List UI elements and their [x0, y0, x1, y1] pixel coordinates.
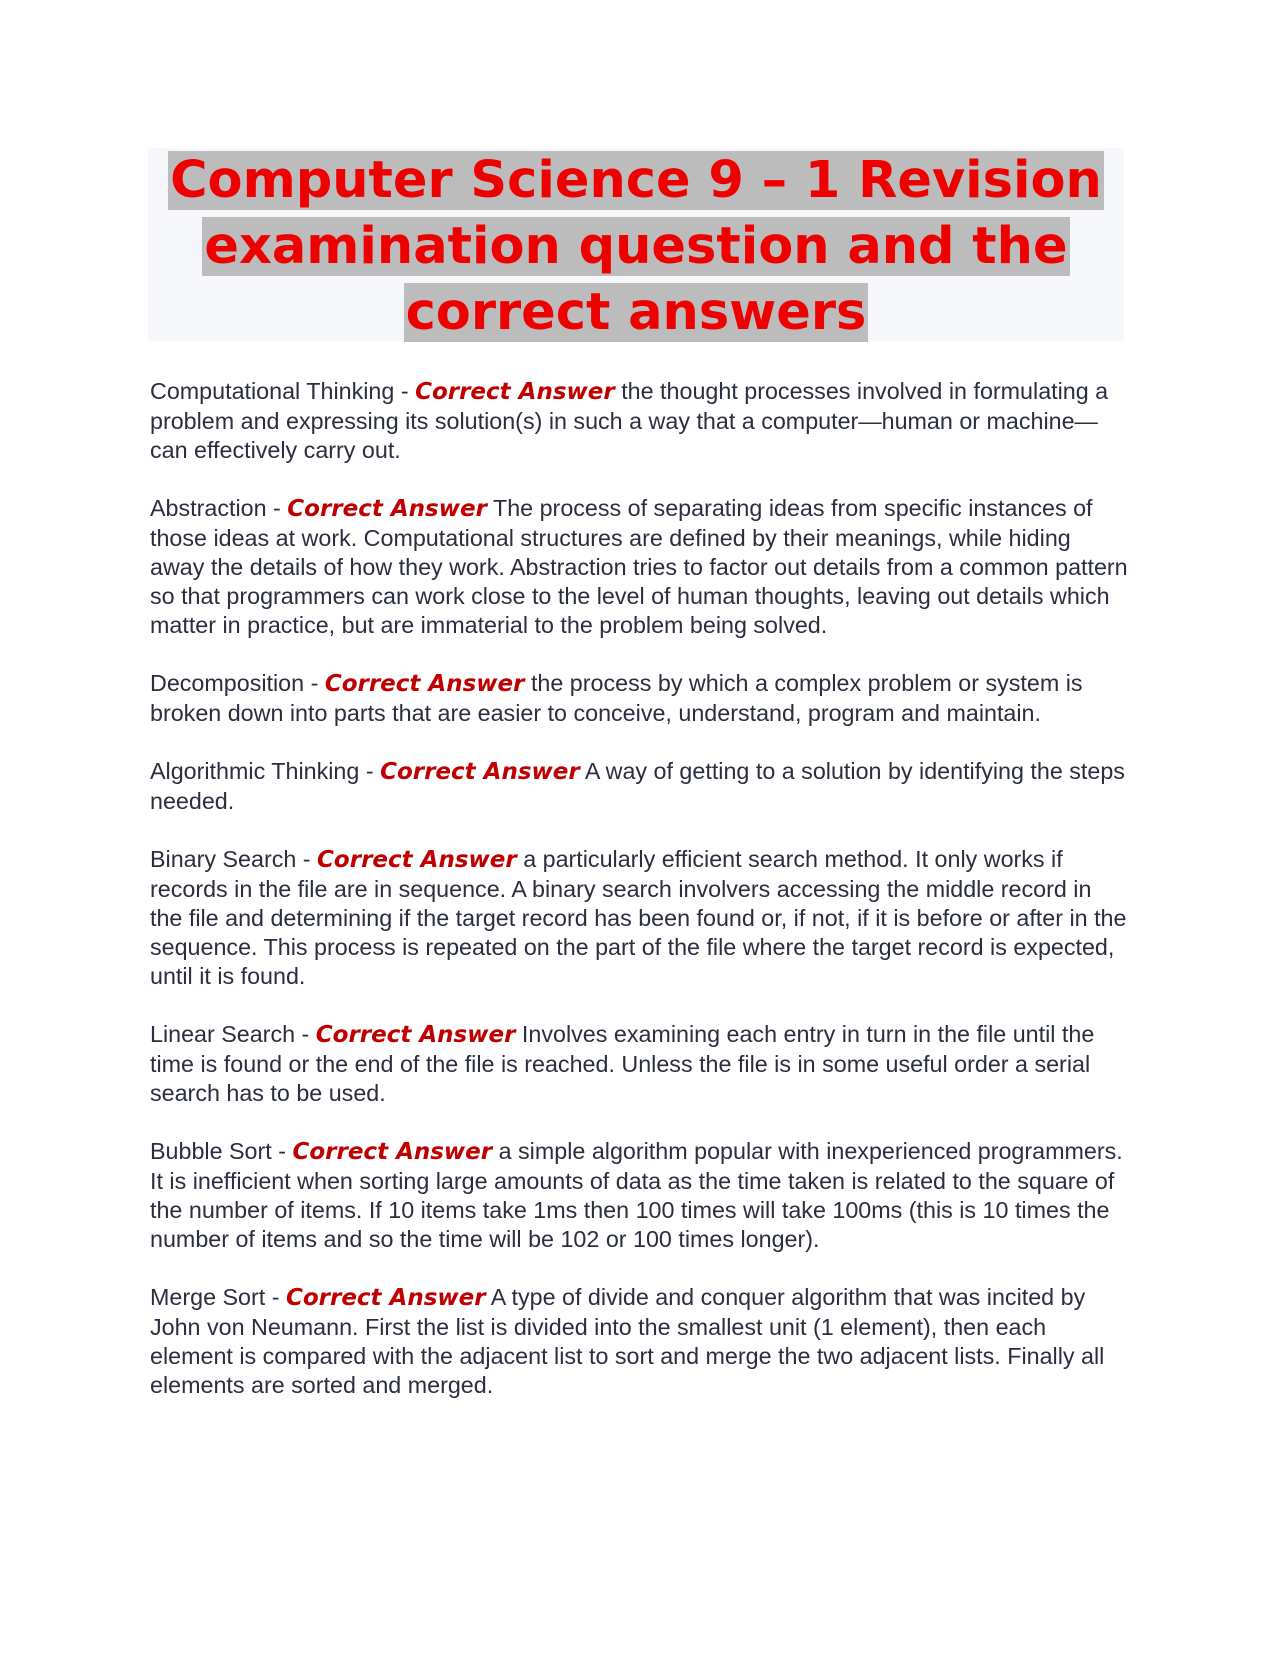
qa-entry-merge-sort [150, 1283, 1130, 1400]
correct-answer-label: Correct Answer [315, 1022, 516, 1048]
separator: - [394, 378, 416, 404]
definition: Involves examining each entry in turn in the file until the time is found or the end of the file is reached. Unless the file is in some useful order a serial search has to be used. [150, 1021, 1095, 1106]
definition: A type of divide and conquer algorithm that was incited by John von Neumann. First the list is divided into the smallest unit (1 element), then each element is compared with the adjacent list to sort and merge the two adjacent lists. Finally all elements are sorted and merged. [150, 1284, 1105, 1398]
qa-entry-algorithmic-thinking [150, 757, 1130, 816]
qa-entry-decomposition [150, 669, 1130, 728]
definition: A way of getting to a solution by identifying the steps needed. [150, 758, 1125, 814]
term: Decomposition [150, 670, 305, 696]
correct-answer-label: Correct Answer [287, 496, 487, 522]
separator: - [265, 1284, 286, 1310]
separator: - [296, 846, 318, 872]
qa-entry-abstraction [150, 494, 1130, 640]
qa-entry-binary-search [150, 845, 1130, 991]
separator: - [359, 758, 381, 784]
qa-entry-linear-search [150, 1020, 1130, 1108]
definition: a simple algorithm popular with inexperienced programmers. It is inefficient when sorting large amounts of data as the time taken is related to the square of the number of items. If 10 items take 1ms then 100 times will take 100ms (this is 10 times the number of items and so the time will be 102 or 100 times longer). [150, 1138, 1123, 1252]
separator: - [271, 1138, 293, 1164]
question-answer-list [150, 377, 1130, 1429]
title-line-1: Computer Science 9 – 1 Revision [170, 151, 1102, 210]
term: Linear Search [150, 1021, 296, 1047]
term: Binary Search [150, 846, 297, 872]
definition: the thought processes involved in formulating a problem and expressing its solution(s) in such a way that a computer—human or machine—can effectively carry out. [150, 378, 1109, 463]
term: Bubble Sort [150, 1138, 272, 1164]
separator: - [295, 1021, 316, 1047]
correct-answer-label: Correct Answer [292, 1139, 493, 1165]
title-line-3: correct answers [405, 283, 867, 342]
definition: the process by which a complex problem or system is broken down into parts that are easier to conceive, understand, program and maintain. [150, 670, 1083, 726]
document-title [148, 148, 1124, 341]
term: Merge Sort [150, 1284, 266, 1310]
correct-answer-label: Correct Answer [317, 847, 517, 873]
qa-entry-bubble-sort [150, 1137, 1130, 1254]
term: Computational Thinking [150, 378, 395, 404]
correct-answer-label: Correct Answer [324, 671, 525, 697]
definition: The process of separating ideas from specific instances of those ideas at work. Computational structures are defined by their meanings, while hiding away the details of how they work. Abstraction tries to factor out details from a common pattern so that programmers can work close to the level of human thoughts, leaving out details which matter in practice, but are immaterial to the problem being solved. [150, 495, 1128, 638]
separator: - [304, 670, 325, 696]
correct-answer-label: Correct Answer [380, 759, 580, 785]
qa-entry-computational-thinking [150, 377, 1130, 465]
term: Algorithmic Thinking [150, 758, 360, 784]
title-line-2: examination question and the [204, 217, 1068, 276]
definition: a particularly efficient search method. It only works if records in the file are in sequence. A binary search involvers accessing the middle record in the file and determining if the target record has been found or, if not, if it is before or after in the sequence. This process is repeated on the part of the file where the target record is expected, until it is found. [150, 846, 1127, 989]
correct-answer-label: Correct Answer [415, 379, 615, 405]
correct-answer-label: Correct Answer [285, 1285, 486, 1311]
separator: - [266, 495, 288, 521]
term: Abstraction [150, 495, 267, 521]
